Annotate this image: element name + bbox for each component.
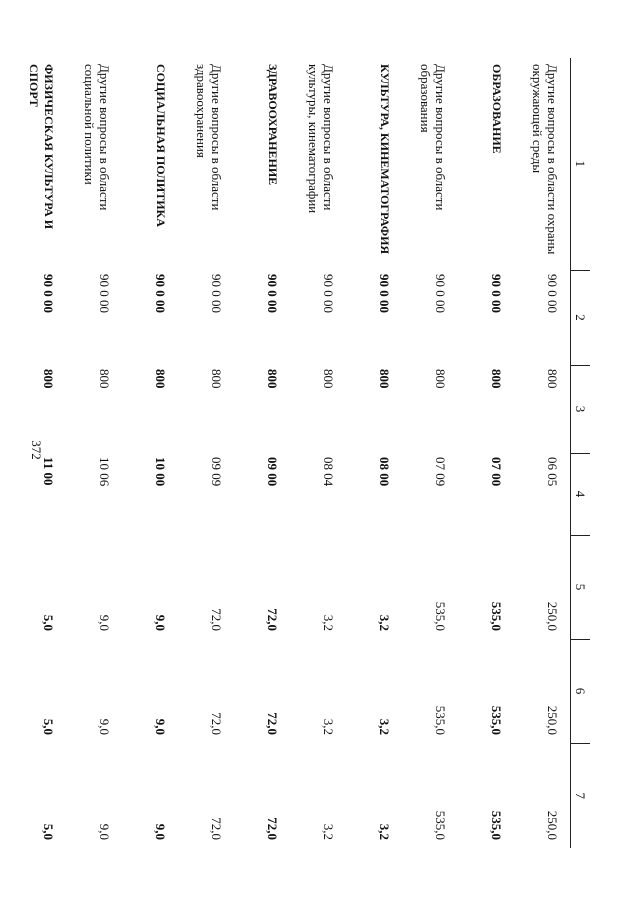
- row-target-code: 90 0 00: [265, 274, 280, 313]
- table-row: [344, 58, 400, 848]
- row-expense-type: 800: [489, 369, 504, 389]
- row-value-col5: 9,0: [97, 614, 112, 631]
- row-section-code: 08 00: [377, 457, 392, 487]
- header-col-5: 5: [571, 535, 591, 639]
- row-section-code: 07 00: [489, 457, 504, 487]
- row-name: ЗДРАВООХРАНЕНИЕ: [266, 64, 280, 186]
- row-value-col7: 535,0: [489, 810, 504, 840]
- row-value-col7: 535,0: [433, 810, 448, 840]
- row-name: СОЦИАЛЬНАЯ ПОЛИТИКА: [154, 64, 168, 227]
- row-name: Другие вопросы в области социальной политики: [82, 64, 112, 211]
- row-target-code: 90 0 00: [209, 274, 224, 313]
- row-name: ФИЗИЧЕСКАЯ КУЛЬТУРА И СПОРТ: [27, 64, 56, 230]
- row-section-code: 10 06: [97, 457, 112, 487]
- row-name: Другие вопросы в области охраны окружающей среды: [530, 64, 560, 255]
- row-value-col7: 3,2: [377, 823, 392, 840]
- row-value-col5: 535,0: [489, 601, 504, 631]
- row-section-code: 09 09: [209, 457, 224, 487]
- row-expense-type: 800: [41, 369, 56, 389]
- row-name: Другие вопросы в области культуры, кинематографии: [306, 64, 336, 214]
- row-expense-type: 800: [433, 369, 448, 389]
- row-value-col5: 3,2: [377, 614, 392, 631]
- row-value-col7: 9,0: [97, 823, 112, 840]
- row-value-col5: 3,2: [321, 614, 336, 631]
- row-section-code: 08 04: [321, 457, 336, 487]
- row-target-code: 90 0 00: [97, 274, 112, 313]
- row-name: КУЛЬТУРА, КИНЕМАТОГРАФИЯ: [378, 64, 392, 255]
- table-row: [64, 58, 120, 848]
- row-target-code: 90 0 00: [377, 274, 392, 313]
- row-target-code: 90 0 00: [545, 274, 560, 313]
- row-value-col5: 9,0: [153, 614, 168, 631]
- page-number: 372: [29, 440, 44, 460]
- row-expense-type: 800: [265, 369, 280, 389]
- row-value-col5: 535,0: [433, 601, 448, 631]
- budget-table: [8, 58, 590, 848]
- table-row: [8, 58, 64, 848]
- row-value-col6: 250,0: [545, 705, 560, 735]
- row-section-code: 10 00: [153, 457, 168, 487]
- row-target-code: 90 0 00: [153, 274, 168, 313]
- row-target-code: 90 0 00: [433, 274, 448, 313]
- row-value-col6: 9,0: [153, 718, 168, 735]
- row-target-code: 90 0 00: [321, 274, 336, 313]
- table-row: [456, 58, 512, 848]
- row-expense-type: 800: [153, 369, 168, 389]
- row-value-col5: 250,0: [545, 601, 560, 631]
- row-expense-type: 800: [97, 369, 112, 389]
- header-col-6: 6: [571, 639, 591, 743]
- row-value-col6: 3,2: [377, 718, 392, 735]
- row-expense-type: 800: [209, 369, 224, 389]
- row-value-col5: 72,0: [209, 608, 224, 631]
- header-col-7: 7: [571, 743, 591, 848]
- row-value-col7: 72,0: [265, 817, 280, 840]
- row-value-col7: 5,0: [41, 823, 56, 840]
- table-row: [512, 58, 571, 848]
- row-name: Другие вопросы в области образования: [418, 64, 448, 211]
- row-value-col6: 72,0: [209, 712, 224, 735]
- table-header: [571, 58, 591, 848]
- row-value-col6: 5,0: [41, 718, 56, 735]
- row-value-col7: 72,0: [209, 817, 224, 840]
- header-col-3: 3: [571, 365, 591, 453]
- header-col-1: 1: [571, 58, 591, 270]
- row-value-col5: 72,0: [265, 608, 280, 631]
- row-section-code: 06 05: [545, 457, 560, 487]
- row-value-col6: 9,0: [97, 718, 112, 735]
- row-name: ОБРАЗОВАНИЕ: [490, 64, 504, 154]
- table-row: [232, 58, 288, 848]
- row-expense-type: 800: [321, 369, 336, 389]
- row-value-col5: 5,0: [41, 614, 56, 631]
- row-value-col7: 9,0: [153, 823, 168, 840]
- table-row: [176, 58, 232, 848]
- table-row: [400, 58, 456, 848]
- row-target-code: 90 0 00: [41, 274, 56, 313]
- row-value-col6: 535,0: [489, 705, 504, 735]
- row-expense-type: 800: [545, 369, 560, 389]
- row-section-code: 11 00: [41, 457, 56, 486]
- table-row: [288, 58, 344, 848]
- row-value-col6: 3,2: [321, 718, 336, 735]
- row-section-code: 07 09: [433, 457, 448, 487]
- table-row: [120, 58, 176, 848]
- row-expense-type: 800: [377, 369, 392, 389]
- row-value-col6: 535,0: [433, 705, 448, 735]
- table-body: [8, 58, 571, 848]
- row-value-col6: 72,0: [265, 712, 280, 735]
- row-value-col7: 3,2: [321, 823, 336, 840]
- row-value-col7: 250,0: [545, 810, 560, 840]
- row-section-code: 09 00: [265, 457, 280, 487]
- header-col-4: 4: [571, 453, 591, 535]
- row-name: Другие вопросы в области здравоохранения: [194, 64, 224, 211]
- header-col-2: 2: [571, 270, 591, 365]
- row-target-code: 90 0 00: [489, 274, 504, 313]
